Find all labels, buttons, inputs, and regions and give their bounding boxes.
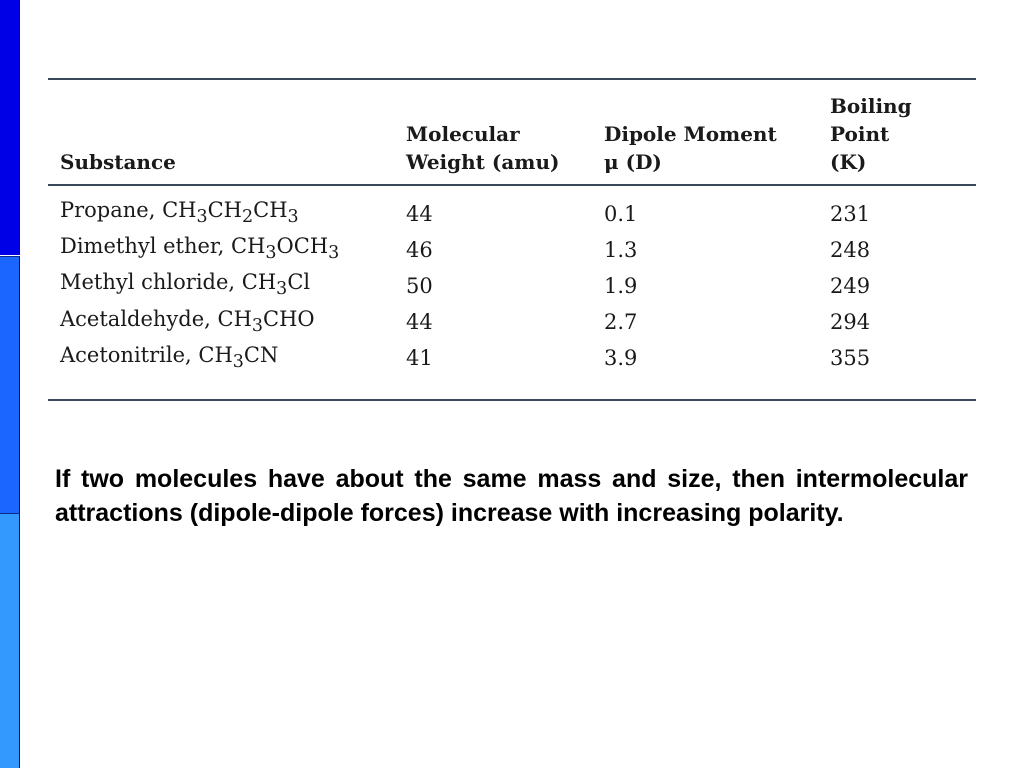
header-mw-line1: Molecular <box>406 122 520 146</box>
table-body <box>48 185 976 400</box>
formula-part: CHO <box>263 306 315 331</box>
sidebar-segment-top <box>0 0 20 255</box>
table-header <box>48 79 976 185</box>
cell-boiling-point: 248 <box>830 237 871 262</box>
table-row <box>48 305 976 341</box>
header-bp-line2: (K) <box>830 150 867 174</box>
cell-substance <box>48 341 394 400</box>
formula-part: CN <box>243 342 279 367</box>
cell-boiling-point: 231 <box>830 201 871 226</box>
formula-part: CH <box>207 198 242 222</box>
formula-part: CH <box>217 306 252 331</box>
dipole-boiling-table-wrapper <box>48 78 976 401</box>
cell-boiling-point: 355 <box>830 346 871 371</box>
cell-molecular-weight: 44 <box>406 310 433 335</box>
header-boiling-point <box>818 79 976 185</box>
substance-formula <box>198 342 279 372</box>
formula-subscript: 3 <box>232 351 244 372</box>
caption-text: If two molecules have about the same mass and size, then intermolecular attractions (dipole-dipole forces) increase with increasing polarity. <box>55 465 968 527</box>
cell-dipole-moment: 2.7 <box>604 310 638 335</box>
header-substance-label: Substance <box>60 150 176 174</box>
substance-name: Methyl chloride, <box>60 270 242 295</box>
formula-subscript: 3 <box>328 243 340 264</box>
cell-molecular-weight: 44 <box>406 201 433 226</box>
substance-formula <box>231 234 340 264</box>
header-dipole-moment <box>592 79 818 185</box>
formula-subscript: 2 <box>242 207 254 228</box>
substance-formula <box>162 198 299 228</box>
cell-substance <box>48 185 394 232</box>
formula-subscript: 3 <box>196 207 208 228</box>
formula-part: Cl <box>287 270 311 295</box>
formula-subscript: 3 <box>276 279 288 300</box>
cell-boiling-point: 294 <box>830 310 871 335</box>
sidebar-decoration <box>0 0 20 768</box>
cell-molecular-weight: 41 <box>406 346 433 371</box>
formula-subscript: 3 <box>287 207 299 228</box>
dipole-boiling-table <box>48 78 976 401</box>
table-row <box>48 268 976 304</box>
formula-subscript: 3 <box>265 243 277 264</box>
header-substance <box>48 79 394 185</box>
formula-part: CH <box>231 234 266 259</box>
table-row <box>48 185 976 232</box>
substance-name: Propane, <box>60 198 163 222</box>
table-row <box>48 341 976 400</box>
cell-molecular-weight: 46 <box>406 237 433 262</box>
table-row <box>48 232 976 268</box>
header-dipole-line2: μ (D) <box>604 150 662 174</box>
cell-substance <box>48 232 394 268</box>
cell-substance <box>48 268 394 304</box>
sidebar-segment-bottom <box>0 513 20 768</box>
formula-part: CH <box>162 198 197 222</box>
cell-dipole-moment: 3.9 <box>604 346 638 371</box>
formula-part: OCH <box>276 234 329 259</box>
formula-subscript: 3 <box>251 315 264 336</box>
sidebar-segment-middle <box>0 256 20 513</box>
cell-substance <box>48 305 394 341</box>
formula-part: CH <box>241 270 277 295</box>
substance-name: Acetonitrile, <box>60 342 199 367</box>
substance-name: Acetaldehyde, <box>60 306 218 331</box>
cell-boiling-point: 249 <box>830 273 871 298</box>
formula-part: CH <box>253 198 288 222</box>
formula-part: CH <box>198 342 233 367</box>
cell-dipole-moment: 0.1 <box>604 201 638 226</box>
header-row <box>48 79 976 185</box>
substance-name: Dimethyl ether, <box>60 234 232 259</box>
cell-dipole-moment: 1.3 <box>604 237 638 262</box>
header-dipole-line1: Dipole Moment <box>604 122 777 146</box>
header-molecular-weight <box>394 79 592 185</box>
cell-molecular-weight: 50 <box>406 273 433 298</box>
header-mw-line2: Weight (amu) <box>406 150 560 174</box>
cell-dipole-moment: 1.9 <box>604 273 638 298</box>
substance-formula <box>217 306 315 336</box>
header-bp-line1: Boiling Point <box>830 94 912 146</box>
substance-formula <box>241 270 311 300</box>
